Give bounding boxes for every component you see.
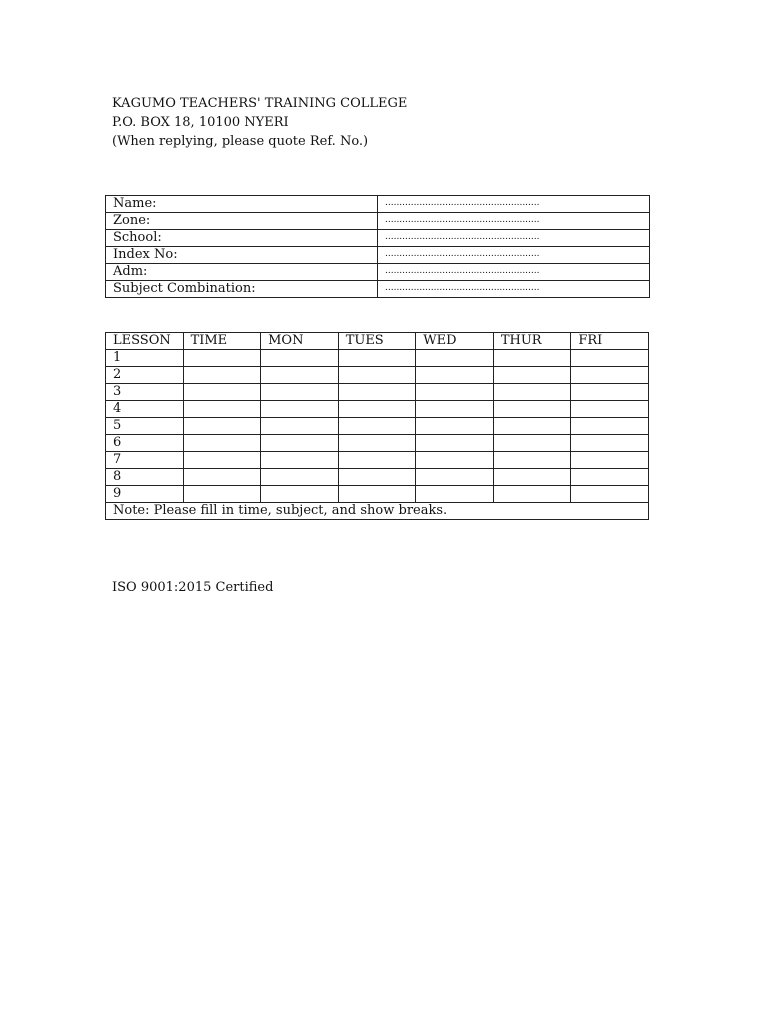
mon-cell[interactable]	[261, 401, 339, 418]
table-row	[106, 367, 649, 384]
timetable-header-row	[106, 333, 649, 350]
table-row	[106, 418, 649, 435]
letterhead	[112, 94, 407, 151]
thur-cell[interactable]	[493, 435, 571, 452]
thur-cell[interactable]	[493, 452, 571, 469]
wed-cell[interactable]	[416, 486, 494, 503]
mon-cell[interactable]	[261, 350, 339, 367]
info-row-subject-combination	[106, 281, 650, 298]
wed-cell[interactable]	[416, 350, 494, 367]
thur-cell[interactable]	[493, 401, 571, 418]
wed-cell[interactable]	[416, 384, 494, 401]
fri-cell[interactable]	[571, 350, 649, 367]
thur-cell[interactable]	[493, 350, 571, 367]
fri-cell[interactable]	[571, 452, 649, 469]
tues-cell[interactable]	[338, 367, 416, 384]
time-cell[interactable]	[183, 350, 261, 367]
mon-cell[interactable]	[261, 435, 339, 452]
tues-cell[interactable]	[338, 418, 416, 435]
time-cell[interactable]	[183, 401, 261, 418]
info-row-adm	[106, 264, 650, 281]
info-label: Subject Combination:	[106, 281, 378, 298]
info-value-field[interactable]: ......................................................	[378, 281, 650, 298]
table-row	[106, 469, 649, 486]
timetable-note: Note: Please fill in time, subject, and show breaks.	[106, 503, 649, 520]
table-row	[106, 350, 649, 367]
info-value-field[interactable]: ......................................................	[378, 264, 650, 281]
tues-cell[interactable]	[338, 486, 416, 503]
wed-cell[interactable]	[416, 452, 494, 469]
thur-cell[interactable]	[493, 384, 571, 401]
table-row	[106, 384, 649, 401]
tues-cell[interactable]	[338, 452, 416, 469]
column-header-mon: MON	[261, 333, 339, 350]
lesson-number: 8	[106, 469, 184, 486]
mon-cell[interactable]	[261, 418, 339, 435]
info-label: School:	[106, 230, 378, 247]
info-label: Zone:	[106, 213, 378, 230]
fri-cell[interactable]	[571, 435, 649, 452]
fri-cell[interactable]	[571, 384, 649, 401]
column-header-lesson: LESSON	[106, 333, 184, 350]
lesson-number: 7	[106, 452, 184, 469]
info-row-school	[106, 230, 650, 247]
lesson-timetable	[105, 332, 649, 520]
wed-cell[interactable]	[416, 418, 494, 435]
lesson-number: 2	[106, 367, 184, 384]
mon-cell[interactable]	[261, 486, 339, 503]
tues-cell[interactable]	[338, 469, 416, 486]
college-name: KAGUMO TEACHERS' TRAINING COLLEGE	[112, 96, 408, 111]
lesson-number: 6	[106, 435, 184, 452]
thur-cell[interactable]	[493, 486, 571, 503]
mon-cell[interactable]	[261, 367, 339, 384]
time-cell[interactable]	[183, 486, 261, 503]
column-header-fri: FRI	[571, 333, 649, 350]
info-row-index-no	[106, 247, 650, 264]
college-address: P.O. BOX 18, 10100 NYERI	[112, 115, 289, 130]
time-cell[interactable]	[183, 418, 261, 435]
time-cell[interactable]	[183, 367, 261, 384]
info-row-zone	[106, 213, 650, 230]
tues-cell[interactable]	[338, 401, 416, 418]
tues-cell[interactable]	[338, 384, 416, 401]
reference-note: (When replying, please quote Ref. No.)	[112, 134, 369, 149]
info-label: Adm:	[106, 264, 378, 281]
info-value-field[interactable]: ......................................................	[378, 213, 650, 230]
info-label: Index No:	[106, 247, 378, 264]
student-info-table	[105, 195, 650, 298]
wed-cell[interactable]	[416, 435, 494, 452]
wed-cell[interactable]	[416, 469, 494, 486]
time-cell[interactable]	[183, 452, 261, 469]
table-row	[106, 435, 649, 452]
timetable-note-row	[106, 503, 649, 520]
column-header-tues: TUES	[338, 333, 416, 350]
mon-cell[interactable]	[261, 384, 339, 401]
iso-certification: ISO 9001:2015 Certified	[112, 580, 274, 595]
wed-cell[interactable]	[416, 367, 494, 384]
mon-cell[interactable]	[261, 452, 339, 469]
column-header-wed: WED	[416, 333, 494, 350]
info-row-name	[106, 196, 650, 213]
fri-cell[interactable]	[571, 486, 649, 503]
table-row	[106, 401, 649, 418]
thur-cell[interactable]	[493, 469, 571, 486]
info-value-field[interactable]: ......................................................	[378, 247, 650, 264]
thur-cell[interactable]	[493, 418, 571, 435]
fri-cell[interactable]	[571, 418, 649, 435]
fri-cell[interactable]	[571, 401, 649, 418]
column-header-time: TIME	[183, 333, 261, 350]
table-row	[106, 486, 649, 503]
lesson-number: 9	[106, 486, 184, 503]
info-label: Name:	[106, 196, 378, 213]
lesson-number: 4	[106, 401, 184, 418]
info-value-field[interactable]: ......................................................	[378, 196, 650, 213]
time-cell[interactable]	[183, 469, 261, 486]
lesson-number: 5	[106, 418, 184, 435]
tues-cell[interactable]	[338, 350, 416, 367]
time-cell[interactable]	[183, 384, 261, 401]
time-cell[interactable]	[183, 435, 261, 452]
fri-cell[interactable]	[571, 367, 649, 384]
table-row	[106, 452, 649, 469]
lesson-number: 1	[106, 350, 184, 367]
wed-cell[interactable]	[416, 401, 494, 418]
fri-cell[interactable]	[571, 469, 649, 486]
lesson-number: 3	[106, 384, 184, 401]
mon-cell[interactable]	[261, 469, 339, 486]
thur-cell[interactable]	[493, 367, 571, 384]
tues-cell[interactable]	[338, 435, 416, 452]
info-value-field[interactable]: ......................................................	[378, 230, 650, 247]
column-header-thur: THUR	[493, 333, 571, 350]
